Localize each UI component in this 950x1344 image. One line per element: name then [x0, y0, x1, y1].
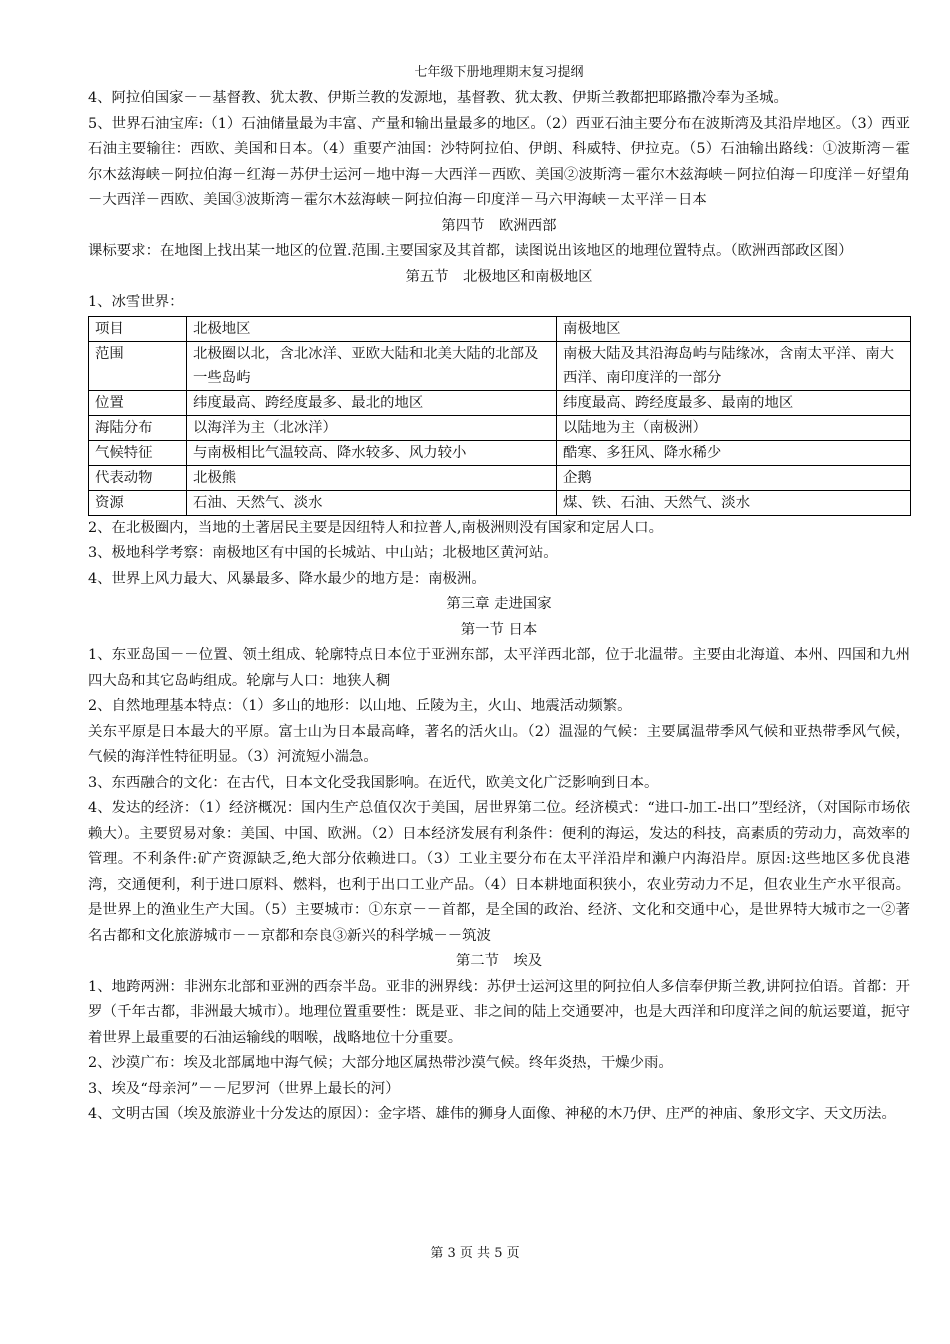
table-row: [89, 316, 911, 341]
paragraph: 3、埃及“母亲河”－－尼罗河（世界上最长的河）: [88, 1080, 400, 1097]
table-cell: 与南极相比气温较高、降水较多、风力较小: [187, 440, 557, 465]
paragraph: 课标要求：在地图上找出某一地区的位置.范围.主要国家及其首都，读图说出该地区的地理位置特点。（欧洲西部政区图）: [88, 243, 853, 259]
paragraph: 4、发达的经济：（1）经济概况：国内生产总值仅次于美国，居世界第二位。经济模式：“进口-加工-出口”型经济，（对国际市场依赖大）。主要贸易对象：美国、中国、欧洲。（2）日本经济发展有利条件：便利的海运，发达的科技，高素质的劳动力，高效率的管理。不利条件:矿产资源缺乏,绝大部分依赖进口。（3）工业主要分布在太平洋沿岸和濑户内海沿岸。原因:这些地区多优良港湾，交通便利，利于进口原料、燃料，也利于出口工业产品。（4）日本耕地面积狭小，农业劳动力不足，但农业生产水平很高。是世界上的渔业生产大国。（5）主要城市：①东京－－首都，是全国的政治、经济、文化和交通中心，是世界特大城市之一②著名古都和文化旅游城市－－京都和奈良③新兴的科学城－－筑波: [88, 800, 910, 944]
paragraph: 3、极地科学考察：南极地区有中国的长城站、中山站；北极地区黄河站。: [88, 545, 558, 561]
table-cell: 纬度最高、跨经度最多、最南的地区: [557, 390, 911, 415]
table-cell: 酷寒、多狂风、降水稀少: [557, 440, 911, 465]
paragraph: 5、世界石油宝库:（1）石油储量最为丰富、产量和输出量最多的地区。（2）西亚石油主要分布在波斯湾及其沿岸地区。（3）西亚石油主要输往：西欧、美国和日本。（4）重要产油国：沙特阿拉伯、伊朗、科威特、伊拉克。（5）石油输出路线：①波斯湾－霍尔木兹海峡－阿拉伯海－红海－苏伊士运河－地中海－大西洋－西欧、美国②波斯湾－霍尔木兹海峡－阿拉伯海－印度洋－好望角－大西洋－西欧、美国③波斯湾－霍尔木兹海峡－阿拉伯海－印度洋－马六甲海峡－太平洋－日本: [88, 115, 910, 208]
table-cell: 石油、天然气、淡水: [187, 490, 557, 515]
paragraph: 3、东西融合的文化：在古代，日本文化受我国影响。在近代，欧美文化广泛影响到日本。: [88, 774, 659, 791]
document-page: [88, 62, 910, 1128]
table-cell: 企鹅: [557, 465, 911, 490]
table-row: [89, 390, 911, 415]
paragraph: 4、阿拉伯国家－－基督教、犹太教、伊斯兰教的发源地，基督教、犹太教、伊斯兰教都把耶路撒冷奉为圣城。: [88, 90, 788, 106]
table-cell: 气候特征: [89, 440, 187, 465]
paragraph: 4、世界上风力最大、风暴最多、降水最少的地方是：南极洲。: [88, 570, 486, 587]
table-cell: 南极地区: [557, 316, 911, 341]
paragraph: 2、沙漠广布：埃及北部属地中海气候；大部分地区属热带沙漠气候。终年炎热，干燥少雨。: [88, 1055, 673, 1071]
paragraph: 1、地跨两洲：非洲东北部和亚洲的西奈半岛。亚非的洲界线：苏伊士运河这里的阿拉伯人多信奉伊斯兰教,讲阿拉伯语。首都：开罗（千年古都，非洲最大城市）。地理位置重要性：既是亚、非之间的陆上交通要冲，也是大西洋和印度洋之间的航运要道，扼守着世界上最重要的石油运输线的咽喉，战略地位十分重要。: [88, 978, 910, 1046]
table-cell: 北极圈以北，含北冰洋、亚欧大陆和北美大陆的北部及一些岛屿: [187, 341, 557, 390]
table-cell: 北极熊: [187, 465, 557, 490]
chapter-heading: 第三章 走进国家: [446, 596, 552, 612]
section-heading: 第二节 埃及: [455, 953, 543, 969]
section-heading: 第四节 欧洲西部: [441, 217, 557, 234]
polar-comparison-table: [88, 316, 911, 516]
table-cell: 煤、铁、石油、天然气、淡水: [557, 490, 911, 515]
table-row: [89, 490, 911, 515]
paragraph: 关东平原是日本最大的平原。富士山为日本最高峰，著名的活火山。（2）温湿的气候：主要属温带季风气候和亚热带季风气候，气候的海洋性特征明显。（3）河流短小湍急。: [88, 723, 910, 765]
table-cell: 代表动物: [89, 465, 187, 490]
table-row: [89, 440, 911, 465]
paragraph: 2、在北极圈内，当地的土著居民主要是因纽特人和拉普人,南极洲则没有国家和定居人口。: [88, 519, 663, 536]
table-cell: 位置: [89, 390, 187, 415]
table-cell: 以陆地为主（南极洲）: [557, 415, 911, 440]
table-row: [89, 341, 911, 390]
table-cell: 项目: [89, 316, 187, 341]
table-cell: 资源: [89, 490, 187, 515]
table-cell: 纬度最高、跨经度最多、最北的地区: [187, 390, 557, 415]
table-cell: 南极大陆及其沿海岛屿与陆缘冰，含南太平洋、南大西洋、南印度洋的一部分: [557, 341, 911, 390]
table-cell: 范围: [89, 341, 187, 390]
page-footer: 第 3 页 共 5 页: [430, 1246, 520, 1261]
section-heading: 第五节 北极地区和南极地区: [405, 268, 593, 285]
table-cell: 海陆分布: [89, 415, 187, 440]
table-row: [89, 415, 911, 440]
table-cell: 以海洋为主（北冰洋）: [187, 415, 557, 440]
paragraph: 2、自然地理基本特点：（1）多山的地形：以山地、丘陵为主，火山、地震活动频繁。: [88, 698, 632, 714]
table-cell: 北极地区: [187, 316, 557, 341]
paragraph: 4、文明古国（埃及旅游业十分发达的原因）：金字塔、雄伟的狮身人面像、神秘的木乃伊、庄严的神庙、象形文字、天文历法。: [88, 1106, 896, 1122]
table-row: [89, 465, 911, 490]
page-header: 七年级下册地理期末复习提纲: [414, 65, 584, 80]
section-heading: 第一节 日本: [460, 621, 538, 638]
paragraph: 1、冰雪世界：: [88, 294, 184, 310]
paragraph: 1、东亚岛国－－位置、领土组成、轮廓特点日本位于亚洲东部，太平洋西北部，位于北温带。主要由北海道、本州、四国和九州四大岛和其它岛屿组成。轮廓与人口：地狭人稠: [88, 647, 910, 689]
